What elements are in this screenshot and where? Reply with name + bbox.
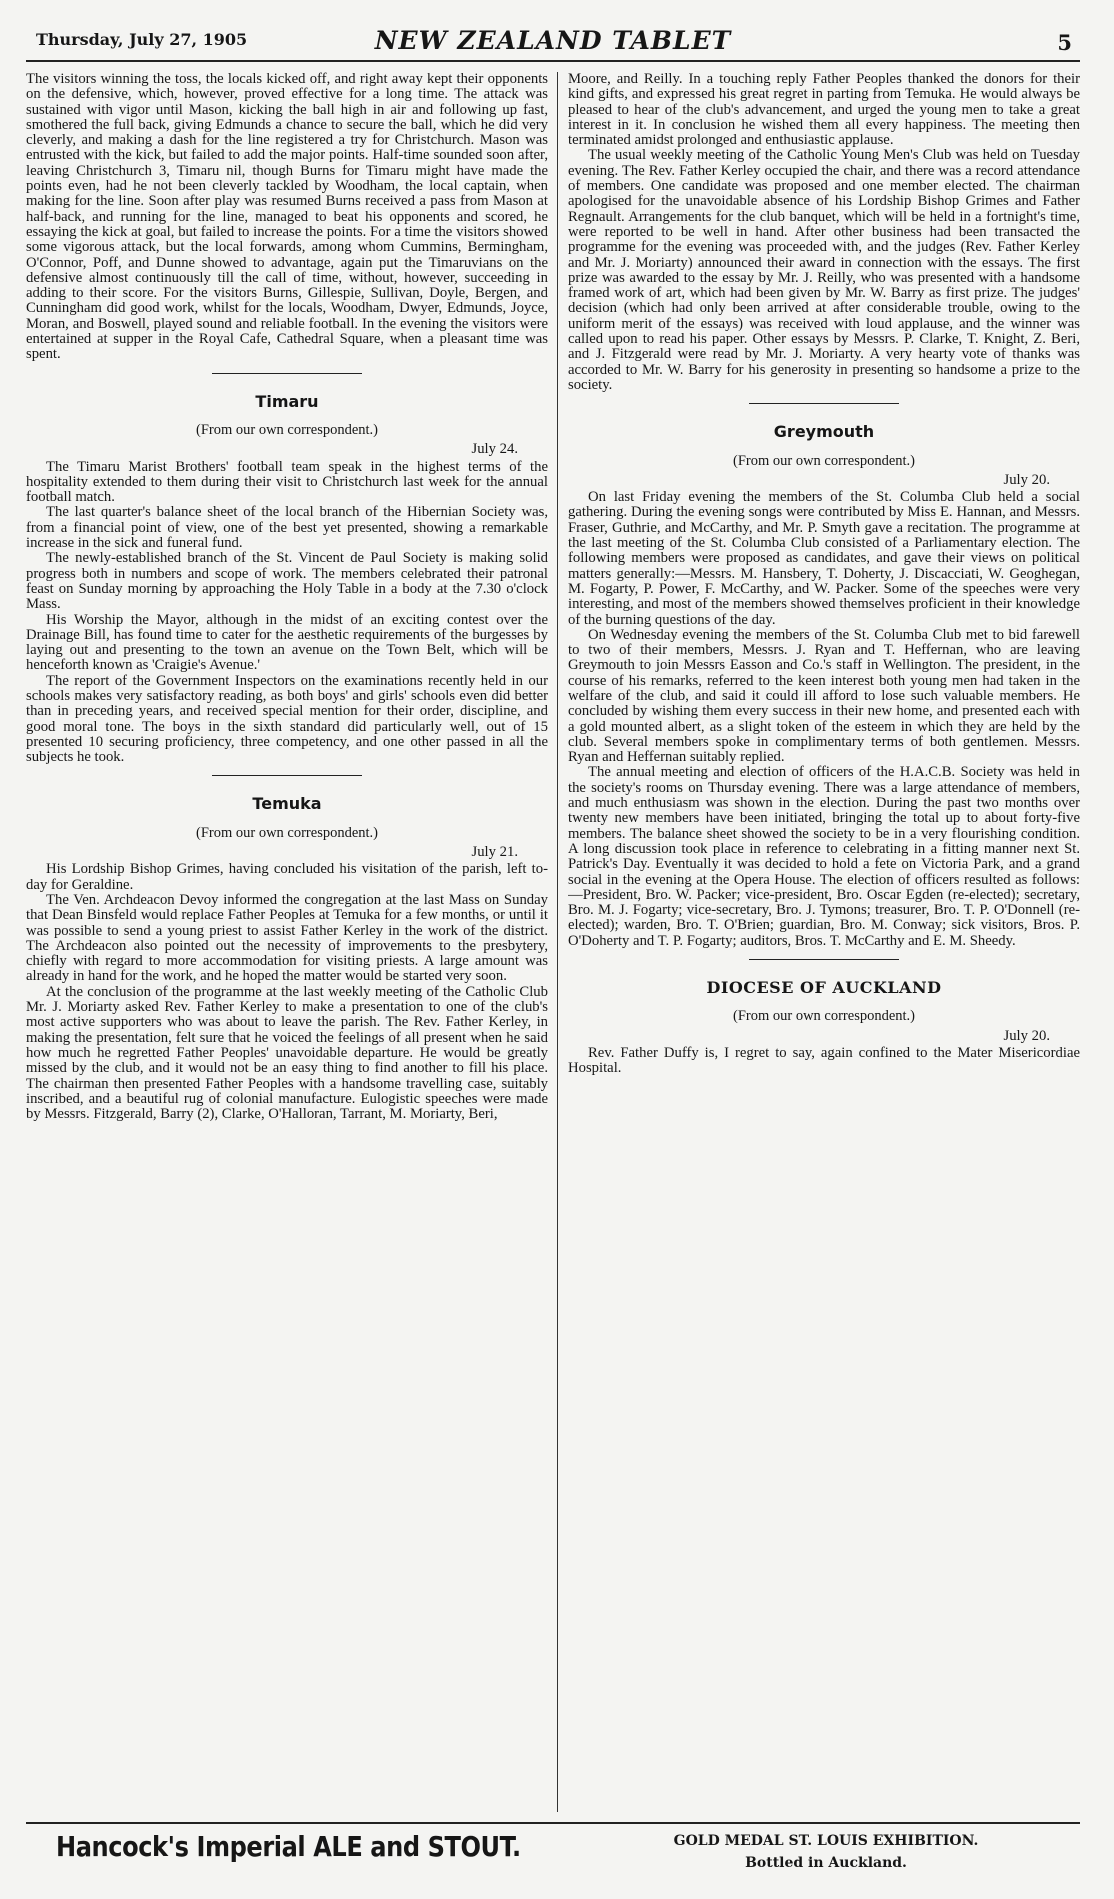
advert-exhibition-line2: Bottled in Auckland. [745, 1855, 907, 1871]
article-paragraph: The newly-established branch of the St. Vincent de Paul Society is making solid progress both in numbers and scope of work. The members celebrated their patronal feast on Sunday morning by approaching the Holy Table in a body at the 7.30 o'clock Mass. [26, 550, 548, 613]
section-heading-auckland: DIOCESE OF AUCKLAND [706, 978, 942, 998]
dateline: July 20. [1003, 471, 1050, 488]
correspondent-line: (From our own correspondent.) [732, 452, 915, 469]
page-number: 5 [1057, 30, 1072, 55]
advert-exhibition [606, 1830, 1046, 1874]
dateline: July 20. [1003, 1027, 1050, 1044]
page-header [26, 26, 1080, 62]
correspondent-line: (From our own correspondent.) [195, 421, 378, 438]
section-heading-timaru: Timaru [255, 391, 319, 411]
column-divider [557, 72, 558, 1812]
article-paragraph: The annual meeting and election of officers of the H.A.C.B. Society was held in the society's rooms on Thursday evening. There was a large attendance of members, and much enthusiasm was shown in the election. During the past two months over twenty new members have been initiated, bringing the total up to about forty-five members. The balance sheet showed the society to be in a very flourishing condition. A long discussion took place in reference to celebrating in a fitting manner next St. Patrick's Day. Eventually it was decided to hold a fete on Victoria Park, and a grand social in the evening at the Opera House. The election of officers resulted as follows:—President, Bro. W. Packer; vice-president, Bro. Oscar Egden (re-elected); secretary, Bro. M. J. Fogarty; vice-secretary, Bro. J. Tymons; treasurer, Bro. T. P. O'Donnell (re-elected); warden, Bro. T. O'Brien; guardian, Bro. M. Conway; sick visitors, Bros. P. O'Doherty and T. P. Fogarty; auditors, Bros. T. McCarthy and E. M. Sheedy. [568, 764, 1080, 949]
dateline: July 24. [471, 441, 518, 458]
article-paragraph: Rev. Father Duffy is, I regret to say, again confined to the Mater Misericordiae Hospital. [568, 1044, 1080, 1077]
issue-date: Thursday, July 27, 1905 [36, 30, 248, 49]
advert-ale-stout: Hancock's Imperial ALE and STOUT. [56, 1830, 521, 1863]
article-paragraph: Moore, and Reilly. In a touching reply Father Peoples thanked the donors for their kind gifts, and expressed his great regret in parting from Temuka. He would always be pleased to hear of the club's advancement, and urged the young men to take a great interest in it. In conclusion he wished them all every happiness. The meeting then terminated amidst prolonged and enthusiastic applause. [568, 72, 1080, 149]
section-rule [212, 775, 362, 776]
article-paragraph: The Timaru Marist Brothers' football team speak in the highest terms of the hospitality extended to them during their visit to Christchurch last week for the annual football match. [26, 458, 548, 506]
masthead-title: NEW ZEALAND TABLET [374, 26, 732, 55]
article-paragraph: The report of the Government Inspectors on the examinations recently held in our schools makes very satisfactory reading, as both boys' and girls' schools even did better than in preceding years, and received special mention for their order, discipline, and good moral tone. The boys in the sixth standard did particularly well, out of 15 presented 10 securing proficiency, three competency, and one other passed in all the subjects he took. [26, 672, 548, 766]
correspondent-line: (From our own correspondent.) [732, 1008, 915, 1025]
right-column [568, 72, 1080, 1812]
section-heading-temuka: Temuka [252, 794, 322, 814]
footer-advertisement [26, 1822, 1080, 1884]
article-paragraph: The usual weekly meeting of the Catholic Young Men's Club was held on Tuesday evening. The Rev. Father Kerley occupied the chair, and there was a record attendance of members. One candidate was proposed and one member elected. The chairman apologised for the unavoidable absence of his Lordship Bishop Grimes and Father Regnault. Arrangements for the club banquet, which will be held in a fortnight's time, were reported to be well in hand. After other business had been transacted the programme for the evening was proceeded with, and the judges (Rev. Father Kerley and Mr. J. Moriarty) announced their award in connection with the essays. The first prize was awarded to the essay by Mr. J. Reilly, who was presented with a handsome framed work of art, which had been given by Mr. W. Barry as first prize. The judges' decision (which had only been arrived at after considerable trouble, owing to the uniform merit of the essays) was received with loud applause, and the winner was called upon to read his paper. Other essays by Messrs. P. Clarke, T. Knight, Z. Beri, and J. Fitzgerald were read by Mr. J. Moriarty. A very hearty vote of thanks was accorded to Mr. W. Barry for his generosity in presenting so handsome a prize to the society. [568, 147, 1080, 393]
left-column [26, 72, 548, 1812]
dateline: July 21. [471, 844, 518, 861]
article-paragraph: On last Friday evening the members of the St. Columba Club held a social gathering. During the evening songs were contributed by Miss E. Hannan, and Messrs. Fraser, Guthrie, and McCarthy, and Mr. P. Smyth gave a recitation. The programme at the last meeting of the St. Columba Club consisted of a Parliamentary election. The following members were proposed as candidates, and gave their views on political matters generally:—Messrs. M. Hansbery, T. Doherty, J. Discacciati, W. Geoghegan, M. Fogarty, P. Power, F. McCarthy, and W. Packer. Some of the speeches were very interesting, and most of the members showed themselves proficient in their knowledge of the burning questions of the day. [568, 489, 1080, 628]
section-heading-greymouth: Greymouth [773, 422, 875, 442]
advert-exhibition-line1: GOLD MEDAL ST. LOUIS EXHIBITION. [673, 1833, 979, 1849]
article-paragraph: The last quarter's balance sheet of the local branch of the Hibernian Society was, from a financial point of view, one of the best yet presented, showing a remarkable increase in the sick and funeral fund. [26, 504, 548, 552]
section-rule [749, 959, 899, 960]
section-rule [212, 373, 362, 374]
article-paragraph: The visitors winning the toss, the locals kicked off, and right away kept their opponents on the defensive, which, however, proved effective for a long time. The attack was sustained with vigor until Mason, kicking the ball high in air and following up fast, smothered the full back, giving Edmunds a chance to secure the ball, which he did very cleverly, and making a dash for the line registered a try for Christchurch. Mason was entrusted with the kick, but failed to add the major points. Half-time sounded soon after, leaving Christchurch 3, Timaru nil, though Burns for Timaru might have made the points even, had he not been cleverly tackled by Woodham, the local captain, when making for the line. Soon after play was resumed Burns received a pass from Mason at half-back, and running for the line, managed to beat his opponents and scored, he essaying the kick at goal, but failed to increase the points. For a time the visitors showed some vigorous attack, but the local forwards, among whom Cummins, Bermingham, O'Connor, Poff, and Dunne showed to advantage, again put the Timaruvians on the defensive almost continuously till the call of time, without, however, succeeding in adding to their score. For the visitors Burns, Gillespie, Sullivan, Doyle, Bergen, and Cunningham did good work, whilst for the locals, Woodham, Dwyer, Edmunds, Joyce, Moran, and Boswell, played sound and reliable football. In the evening the visitors were entertained at supper in the Royal Cafe, Cathedral Square, when a pleasant time was spent. [26, 72, 548, 363]
article-paragraph: The Ven. Archdeacon Devoy informed the congregation at the last Mass on Sunday that Dean Binsfeld would replace Father Peoples at Temuka for a few months, or until it was possible to send a young priest to assist Father Kerley in the work of the district. The Archdeacon also pointed out the necessity of improvements to the presbytery, chiefly with regard to more accommodation for visiting priests. A large amount was already in hand for the work, and he hoped the matter would be started very soon. [26, 891, 548, 985]
article-paragraph: On Wednesday evening the members of the St. Columba Club met to bid farewell to two of their members, Messrs. J. Ryan and T. Heffernan, who are leaving Greymouth to join Messrs Easson and Co.'s staff in Wellington. The president, in the course of his remarks, referred to the keen interest both young men had taken in the welfare of the club, and said it could ill afford to lose such valuable members. He concluded by wishing them every success in their new home, and presented each with a gold mounted albert, as a slight token of the esteem in which they are held by the club. Several members spoke in complimentary terms of both gentlemen. Messrs. Ryan and Heffernan suitably replied. [568, 626, 1080, 766]
correspondent-line: (From our own correspondent.) [195, 824, 378, 841]
section-rule [749, 403, 899, 404]
article-paragraph: His Worship the Mayor, although in the midst of an exciting contest over the Drainage Bill, has found time to cater for the aesthetic requirements of the burgesses by laying out and presenting to the town an avenue on the Town Belt, which will be henceforth known as 'Craigie's Avenue.' [26, 611, 548, 674]
article-paragraph: His Lordship Bishop Grimes, having concluded his visitation of the parish, left to-day for Geraldine. [26, 861, 548, 893]
article-paragraph: At the conclusion of the programme at the last weekly meeting of the Catholic Club Mr. J. Moriarty asked Rev. Father Kerley to make a presentation to one of the club's most active supporters who was about to leave the parish. The Rev. Father Kerley, in making the presentation, felt sure that he voiced the feelings of all present when he said how much he regretted Father Peoples' unavoidable departure. He would be greatly missed by the club, and it would not be an easy thing to find another to fill his place. The chairman then presented Father Peoples with a handsome travelling case, suitably inscribed, and a beautiful rug of colonial manufacture. Eulogistic speeches were made by Messrs. Fitzgerald, Barry (2), Clarke, O'Halloran, Tarrant, M. Moriarty, Beri, [26, 983, 548, 1123]
